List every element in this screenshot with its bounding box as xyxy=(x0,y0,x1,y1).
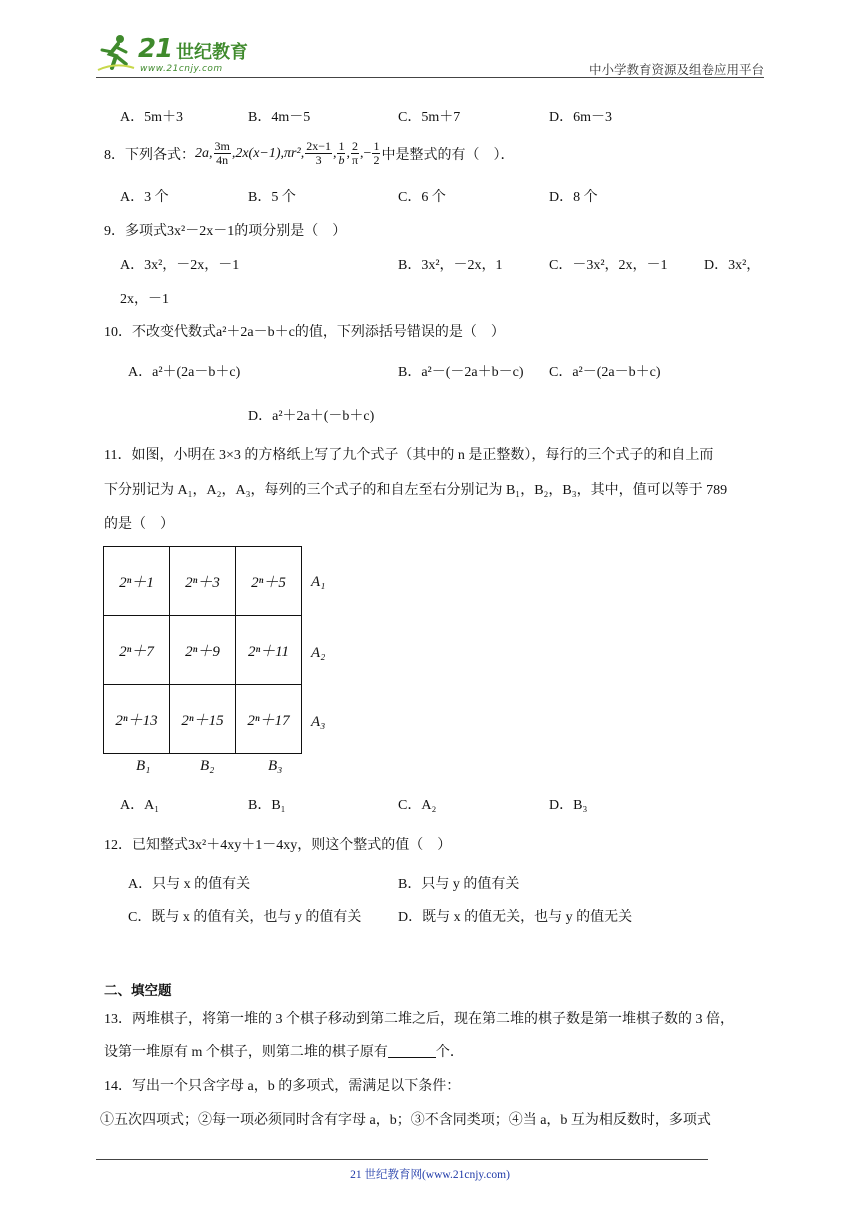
grid-cell: 2ⁿ＋11 xyxy=(236,616,302,685)
q9-option-a: A．3x²，－2x，－1 xyxy=(120,258,240,273)
grid-row xyxy=(104,616,302,685)
q14-stem-line1: 14．写出一个只含字母 a，b 的多项式，需满足以下条件： xyxy=(104,1079,461,1094)
q12-stem: 12．已知整式3x²＋4xy＋1－4xy，则这个整式的值（ ） xyxy=(104,838,452,853)
q11-option-b: B．B₁ xyxy=(248,798,286,813)
q13-stem-line2 xyxy=(104,1041,464,1061)
q8-option-b: B．5 个 xyxy=(248,190,296,205)
header-platform-name: 中小学教育资源及组卷应用平台 xyxy=(588,62,764,77)
q9-option-c: C．－3x²，2x，－1 xyxy=(549,258,668,273)
q8-frac-1-2: $\frac{1}{2}$ xyxy=(373,139,380,167)
grid-cell: 2ⁿ＋17 xyxy=(236,685,302,754)
runner-icon xyxy=(96,32,136,72)
grid-row-label: A₃ xyxy=(311,714,326,730)
q8-prefix: 8．下列各式： xyxy=(104,147,195,163)
q11-stem-line1: 11．如图，小明在 3×3 的方格纸上写了九个式子（其中的 n 是正整数），每行的三个式子的和自上而 xyxy=(104,448,714,463)
grid-cell: 2ⁿ＋1 xyxy=(104,547,170,616)
q11-option-a: A．A₁ xyxy=(120,798,160,813)
q12-option-d: D．既与 x 的值无关，也与 y 的值无关 xyxy=(398,910,633,925)
q13-stem-text: 设第一堆原有 m 个棋子，则第二堆的棋子原有 xyxy=(104,1045,388,1060)
grid-col-label: B₃ xyxy=(268,758,283,774)
grid-cell: 2ⁿ＋9 xyxy=(170,616,236,685)
site-logo xyxy=(96,32,266,76)
q11-stem-line3: 的是（ ） xyxy=(104,517,174,532)
q8-option-a: A．3 个 xyxy=(120,190,169,205)
q7-option-c: C．5m＋7 xyxy=(398,110,461,125)
q10-option-d: D．a²＋2a＋(－b＋c) xyxy=(248,409,375,424)
q8-suffix: 中是整式的有（ ）． xyxy=(381,147,515,163)
q13-stem-end: 个． xyxy=(435,1045,464,1060)
q10-option-c: C．a²－(2a－b＋c) xyxy=(549,365,661,380)
grid-row-label: A₁ xyxy=(311,574,326,590)
footer-divider xyxy=(96,1159,708,1160)
q12-option-b: B．只与 y 的值有关 xyxy=(398,877,520,892)
q7-option-d: D．6m－3 xyxy=(549,110,612,125)
section-title: 二、填空题 xyxy=(104,983,172,999)
q10-option-b: B．a²－(－2a＋b－c) xyxy=(398,365,524,380)
grid-row-label: A₂ xyxy=(311,645,326,661)
q8-expr-2: ,2x(x−1),πr², xyxy=(231,145,305,161)
q8-option-d: D．8 个 xyxy=(549,190,598,205)
q10-stem: 10．不改变代数式a²＋2a－b＋c的值，下列添括号错误的是（ ） xyxy=(104,325,505,340)
footer-link[interactable]: 21 世纪教育网(www.21cnjy.com) xyxy=(350,1169,510,1181)
q9-option-d: D．3x²， xyxy=(704,258,761,273)
q13-stem-line1: 13．两堆棋子，将第一堆的 3 个棋子移动到第二堆之后，现在第二堆的棋子数是第一堆棋子数的 3 倍， xyxy=(104,1012,734,1027)
q11-expression-grid xyxy=(103,546,302,754)
grid-cell: 2ⁿ＋5 xyxy=(236,547,302,616)
grid-cell: 2ⁿ＋3 xyxy=(170,547,236,616)
q8-frac-2x-1-3: $\frac{2x-1}{3}$ xyxy=(306,139,331,167)
q8-comma: , xyxy=(332,145,337,161)
q13-answer-blank[interactable] xyxy=(388,1043,436,1058)
logo-text: 世纪教育 xyxy=(176,42,248,63)
q11-option-d: D．B₃ xyxy=(549,798,588,813)
q8-option-c: C．6 个 xyxy=(398,190,446,205)
grid-cell: 2ⁿ＋13 xyxy=(104,685,170,754)
q8-frac-1-b: $\frac{1}{b}$ xyxy=(338,139,345,167)
q9-stem: 9．多项式3x²－2x－1的项分别是（ ） xyxy=(104,224,347,239)
grid-col-label: B₁ xyxy=(136,758,151,774)
logo-url: www.21cnjy.com xyxy=(140,64,223,74)
grid-row xyxy=(104,547,302,616)
q12-option-c: C．既与 x 的值有关，也与 y 的值有关 xyxy=(128,910,362,925)
q11-stem-line2: 下分别记为 A₁，A₂，A₃，每列的三个式子的和自左至右分别记为 B₁，B₂，B₃，其中，值可以等于 789 xyxy=(104,483,728,498)
grid-col-label: B₂ xyxy=(200,758,215,774)
q8-frac-3m-4n: $\frac{3m}{4n}$ xyxy=(214,139,230,167)
q9-option-b: B．3x²，－2x，1 xyxy=(398,258,503,273)
logo-number: 21 xyxy=(138,34,173,64)
header-divider xyxy=(96,77,764,78)
q9-option-d-cont: 2x，－1 xyxy=(120,292,169,307)
q8-stem xyxy=(104,140,514,167)
q14-stem-line2: ①五次四项式；②每一项必须同时含有字母 a，b；③不含同类项；④当 a，b 互为相反数时，多项式 xyxy=(100,1113,711,1128)
q7-option-b: B．4m－5 xyxy=(248,110,311,125)
q11-option-c: C．A₂ xyxy=(398,798,437,813)
grid-row xyxy=(104,685,302,754)
grid-cell: 2ⁿ＋7 xyxy=(104,616,170,685)
q8-frac-2-pi: $\frac{2}{\pi}$ xyxy=(351,139,359,167)
q10-option-a: A．a²＋(2a－b＋c) xyxy=(128,365,241,380)
grid-cell: 2ⁿ＋15 xyxy=(170,685,236,754)
q8-minus: ,− xyxy=(360,145,372,161)
q12-option-a: A．只与 x 的值有关 xyxy=(128,877,251,892)
q8-comma: , xyxy=(346,145,350,161)
q8-expr-1: 2a, xyxy=(195,145,213,161)
q7-option-a: A．5m＋3 xyxy=(120,110,183,125)
